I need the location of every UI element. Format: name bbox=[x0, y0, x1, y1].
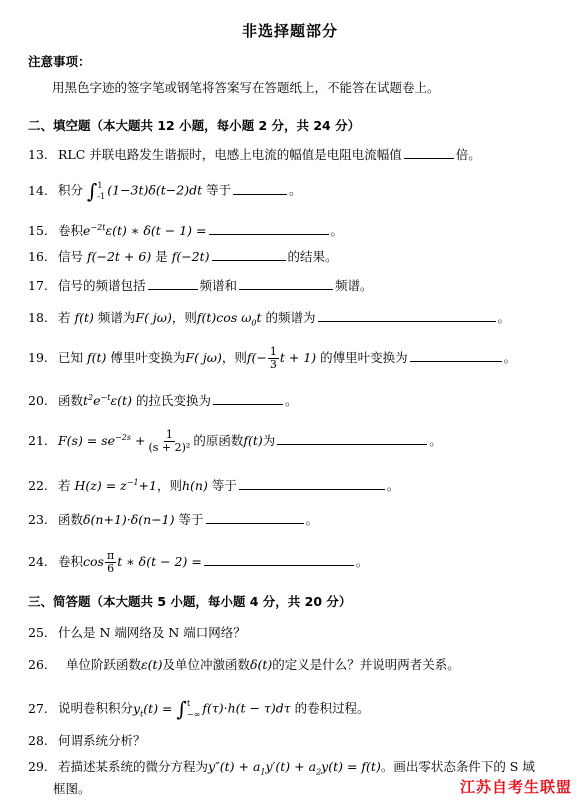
question-text: 卷积 bbox=[58, 223, 84, 239]
answer-blank[interactable] bbox=[233, 181, 287, 195]
math-operator: + bbox=[134, 433, 146, 449]
question-text: 的结果。 bbox=[287, 249, 338, 264]
math-expression: $t^2e^{-t}\varepsilon(t)$ bbox=[83, 393, 132, 409]
question-text: 函数 bbox=[58, 393, 84, 409]
integral-limits: 1 -1 bbox=[97, 181, 106, 201]
question-text: 的傅里叶变换为 bbox=[320, 350, 408, 365]
question-28 bbox=[28, 731, 146, 751]
question-20: 20. 函数$t^2e^{-t}\varepsilon(t)$ 的拉氏变换为 。 bbox=[28, 388, 297, 411]
question-text: 的频谱为 bbox=[265, 310, 316, 325]
question-text: 倍。 bbox=[455, 147, 481, 162]
answer-blank[interactable] bbox=[410, 348, 502, 362]
question-15: 15. 卷积$e^{-2t}\varepsilon(t)$ ∗ δ(t − 1) = 。 bbox=[28, 218, 343, 241]
integral-limits: t −∞ bbox=[186, 699, 201, 719]
question-text: 信号 bbox=[58, 249, 84, 264]
question-19: 19. 已知 f(t) 傅里叶变换为F( jω)，则f(− $\frac{1}{3}$ t + 1) 的傅里叶变换为 。 bbox=[28, 345, 517, 371]
question-22: 22. 若 $H(z) = z^{-1}+1$，则h(n) 等于 。 bbox=[28, 473, 399, 496]
question-number: 22. bbox=[28, 478, 48, 494]
question-text: 信号的频谱包括 bbox=[58, 278, 146, 293]
answer-blank[interactable] bbox=[404, 145, 454, 159]
question-number: 25. bbox=[28, 625, 48, 640]
question-number: 13. bbox=[28, 147, 48, 162]
math-expression: δ(n+1)·δ(n−1) bbox=[83, 512, 175, 527]
question-number: 16. bbox=[28, 249, 48, 264]
question-text: 等于 bbox=[211, 478, 237, 494]
section-3-heading: 三、简答题（本大题共 5 小题，每小题 4 分，共 20 分） bbox=[28, 594, 352, 609]
question-27 bbox=[28, 698, 370, 724]
question-number: 20. bbox=[28, 393, 48, 409]
question-number: 15. bbox=[28, 223, 48, 239]
question-25 bbox=[28, 623, 246, 643]
answer-blank[interactable] bbox=[277, 431, 427, 445]
answer-blank[interactable] bbox=[209, 221, 329, 235]
question-text: 频谱。 bbox=[335, 278, 373, 293]
question-text: ，则 bbox=[156, 478, 182, 494]
question-text: 。画出零状态条件下的 S 域 bbox=[380, 759, 535, 774]
fraction: $\frac{\pi}{6}$ bbox=[106, 549, 115, 575]
question-text: 是 bbox=[155, 249, 168, 264]
math-expression: f(τ)·h(t − τ)dτ bbox=[202, 700, 291, 716]
question-16 bbox=[28, 247, 338, 267]
question-number: 21. bbox=[28, 433, 48, 449]
question-text: 及单位冲激函数 bbox=[162, 657, 250, 672]
question-text: 等于 bbox=[206, 182, 232, 198]
answer-blank[interactable] bbox=[204, 552, 354, 566]
question-29 bbox=[28, 757, 535, 783]
page-title: 非选择题部分 bbox=[241, 22, 338, 40]
answer-blank[interactable] bbox=[239, 276, 333, 290]
question-17 bbox=[28, 276, 373, 296]
notice-text: 用黑色字迹的签字笔或钢笔将答案写在答题纸上，不能答在试题卷上。 bbox=[52, 80, 440, 95]
question-number: 27. bbox=[28, 700, 48, 716]
question-text: 已知 bbox=[58, 350, 84, 365]
answer-blank[interactable] bbox=[318, 308, 496, 322]
answer-blank[interactable] bbox=[206, 510, 304, 524]
section-2-heading: 二、填空题（本大题共 12 小题，每小题 2 分，共 24 分） bbox=[28, 118, 361, 133]
math-expression: f(−2t) bbox=[171, 249, 210, 264]
question-text: 若 bbox=[58, 478, 71, 494]
question-29-continued: 框图。 bbox=[53, 781, 91, 796]
question-text: 若描述某系统的微分方程为 bbox=[58, 759, 209, 774]
math-expression: f(t)cos $\omega_0t$ bbox=[196, 310, 262, 328]
question-text: 若 bbox=[58, 310, 71, 325]
question-23: 23. 函数δ(n+1)·δ(n−1) 等于 。 bbox=[28, 510, 318, 530]
math-expression: F( jω) bbox=[135, 310, 172, 325]
question-text: 的卷积过程。 bbox=[294, 700, 370, 716]
math-expression: $y_t(t)$ = bbox=[133, 700, 173, 718]
question-number: 19. bbox=[28, 350, 48, 365]
question-text: 积分 bbox=[58, 182, 84, 198]
fraction: $\frac{1}{3}$ bbox=[269, 345, 277, 371]
math-expression: f(t) bbox=[74, 310, 94, 325]
question-text: 卷积 bbox=[58, 554, 84, 569]
math-expression: t + 1) bbox=[279, 350, 317, 365]
watermark-logo: 江苏自考生联盟 bbox=[459, 778, 572, 796]
fraction: $\frac{1}{\text{(s + 2)²}}$ bbox=[148, 428, 191, 455]
math-expression: f(− bbox=[246, 350, 267, 365]
question-text: 的拉氏变换为 bbox=[135, 393, 211, 409]
question-text: RLC 并联电路发生谐振时，电感上电流的幅值是电阻电流幅值 bbox=[58, 147, 402, 162]
question-number: 28. bbox=[28, 733, 48, 748]
question-number: 14. bbox=[28, 182, 48, 198]
answer-blank[interactable] bbox=[212, 247, 286, 261]
math-expression: t ∗ δ(t − 2) = bbox=[117, 554, 202, 569]
question-number: 17. bbox=[28, 278, 48, 293]
math-expression: $F(s) = se^{-2s}$ bbox=[58, 433, 131, 449]
question-13 bbox=[28, 145, 481, 165]
math-expression: cos bbox=[83, 554, 104, 569]
math-expression: $e^{-2t}\varepsilon(t)$ ∗ δ(t − 1) = bbox=[83, 223, 207, 239]
question-number: 29. bbox=[28, 759, 48, 774]
notice-label: 注意事项： bbox=[28, 54, 91, 69]
question-text: ，则 bbox=[221, 350, 247, 365]
question-26 bbox=[28, 655, 460, 675]
question-text: 何谓系统分析？ bbox=[58, 733, 146, 748]
math-expression: f(t) bbox=[243, 433, 263, 449]
question-text: 的原函数 bbox=[193, 433, 244, 449]
math-expression: f(−2t + 6) bbox=[87, 249, 152, 264]
question-24: 24. 卷积cos $\frac{\pi}{6}$ t ∗ δ(t − 2) = 。 bbox=[28, 549, 369, 575]
question-text: 单位阶跃函数 bbox=[65, 657, 141, 672]
question-text: 的定义是什么？并说明两者关系。 bbox=[272, 657, 460, 672]
question-text: 频谱为 bbox=[97, 310, 136, 325]
question-text: ，则 bbox=[171, 310, 197, 325]
math-expression: h(n) bbox=[182, 478, 208, 494]
answer-blank[interactable] bbox=[148, 276, 198, 290]
question-text: 为 bbox=[262, 433, 276, 449]
math-expression: δ(t) bbox=[249, 657, 273, 672]
question-18: 18. 若 f(t) 频谱为F( jω)，则f(t)cos $\omega_0t$ 的频谱为 。 bbox=[28, 310, 511, 328]
math-expression: ε(t) bbox=[140, 657, 163, 672]
question-text: 频谱和 bbox=[199, 278, 238, 293]
question-text: 说明卷积积分 bbox=[58, 700, 134, 716]
question-21: 21. $F(s) = se^{-2s}$ + $\frac{1}{\text{(s + 2)²}}$ 的原函数f(t)为 。 bbox=[28, 428, 442, 455]
math-expression: $H(z) = z^{-1}+1$ bbox=[74, 478, 157, 494]
question-number: 18. bbox=[28, 310, 48, 325]
question-number: 26. bbox=[28, 657, 48, 672]
question-number: 24. bbox=[28, 554, 48, 569]
answer-blank[interactable] bbox=[213, 391, 283, 405]
math-expression: (1−3t)δ(t−2)dt bbox=[107, 182, 203, 198]
question-text: 函数 bbox=[58, 512, 84, 527]
integral-sign: ∫ bbox=[87, 179, 98, 203]
question-text: 等于 bbox=[178, 512, 204, 527]
question-text: 傅里叶变换为 bbox=[110, 350, 186, 365]
math-expression: f(t) bbox=[87, 350, 107, 365]
math-expression: $y''(t) + a_1y'(t) + a_2y(t) = f(t)$ bbox=[208, 759, 381, 777]
question-14: 14. 积分 ∫ 1 -1 (1−3t)δ(t−2)dt 等于 。 bbox=[28, 179, 302, 203]
answer-blank[interactable] bbox=[239, 476, 385, 490]
question-text: 什么是 N 端网络及 N 端口网络？ bbox=[58, 625, 246, 640]
question-number: 23. bbox=[28, 512, 48, 527]
integral-sign: ∫ bbox=[176, 697, 187, 721]
math-expression: F( jω) bbox=[185, 350, 222, 365]
